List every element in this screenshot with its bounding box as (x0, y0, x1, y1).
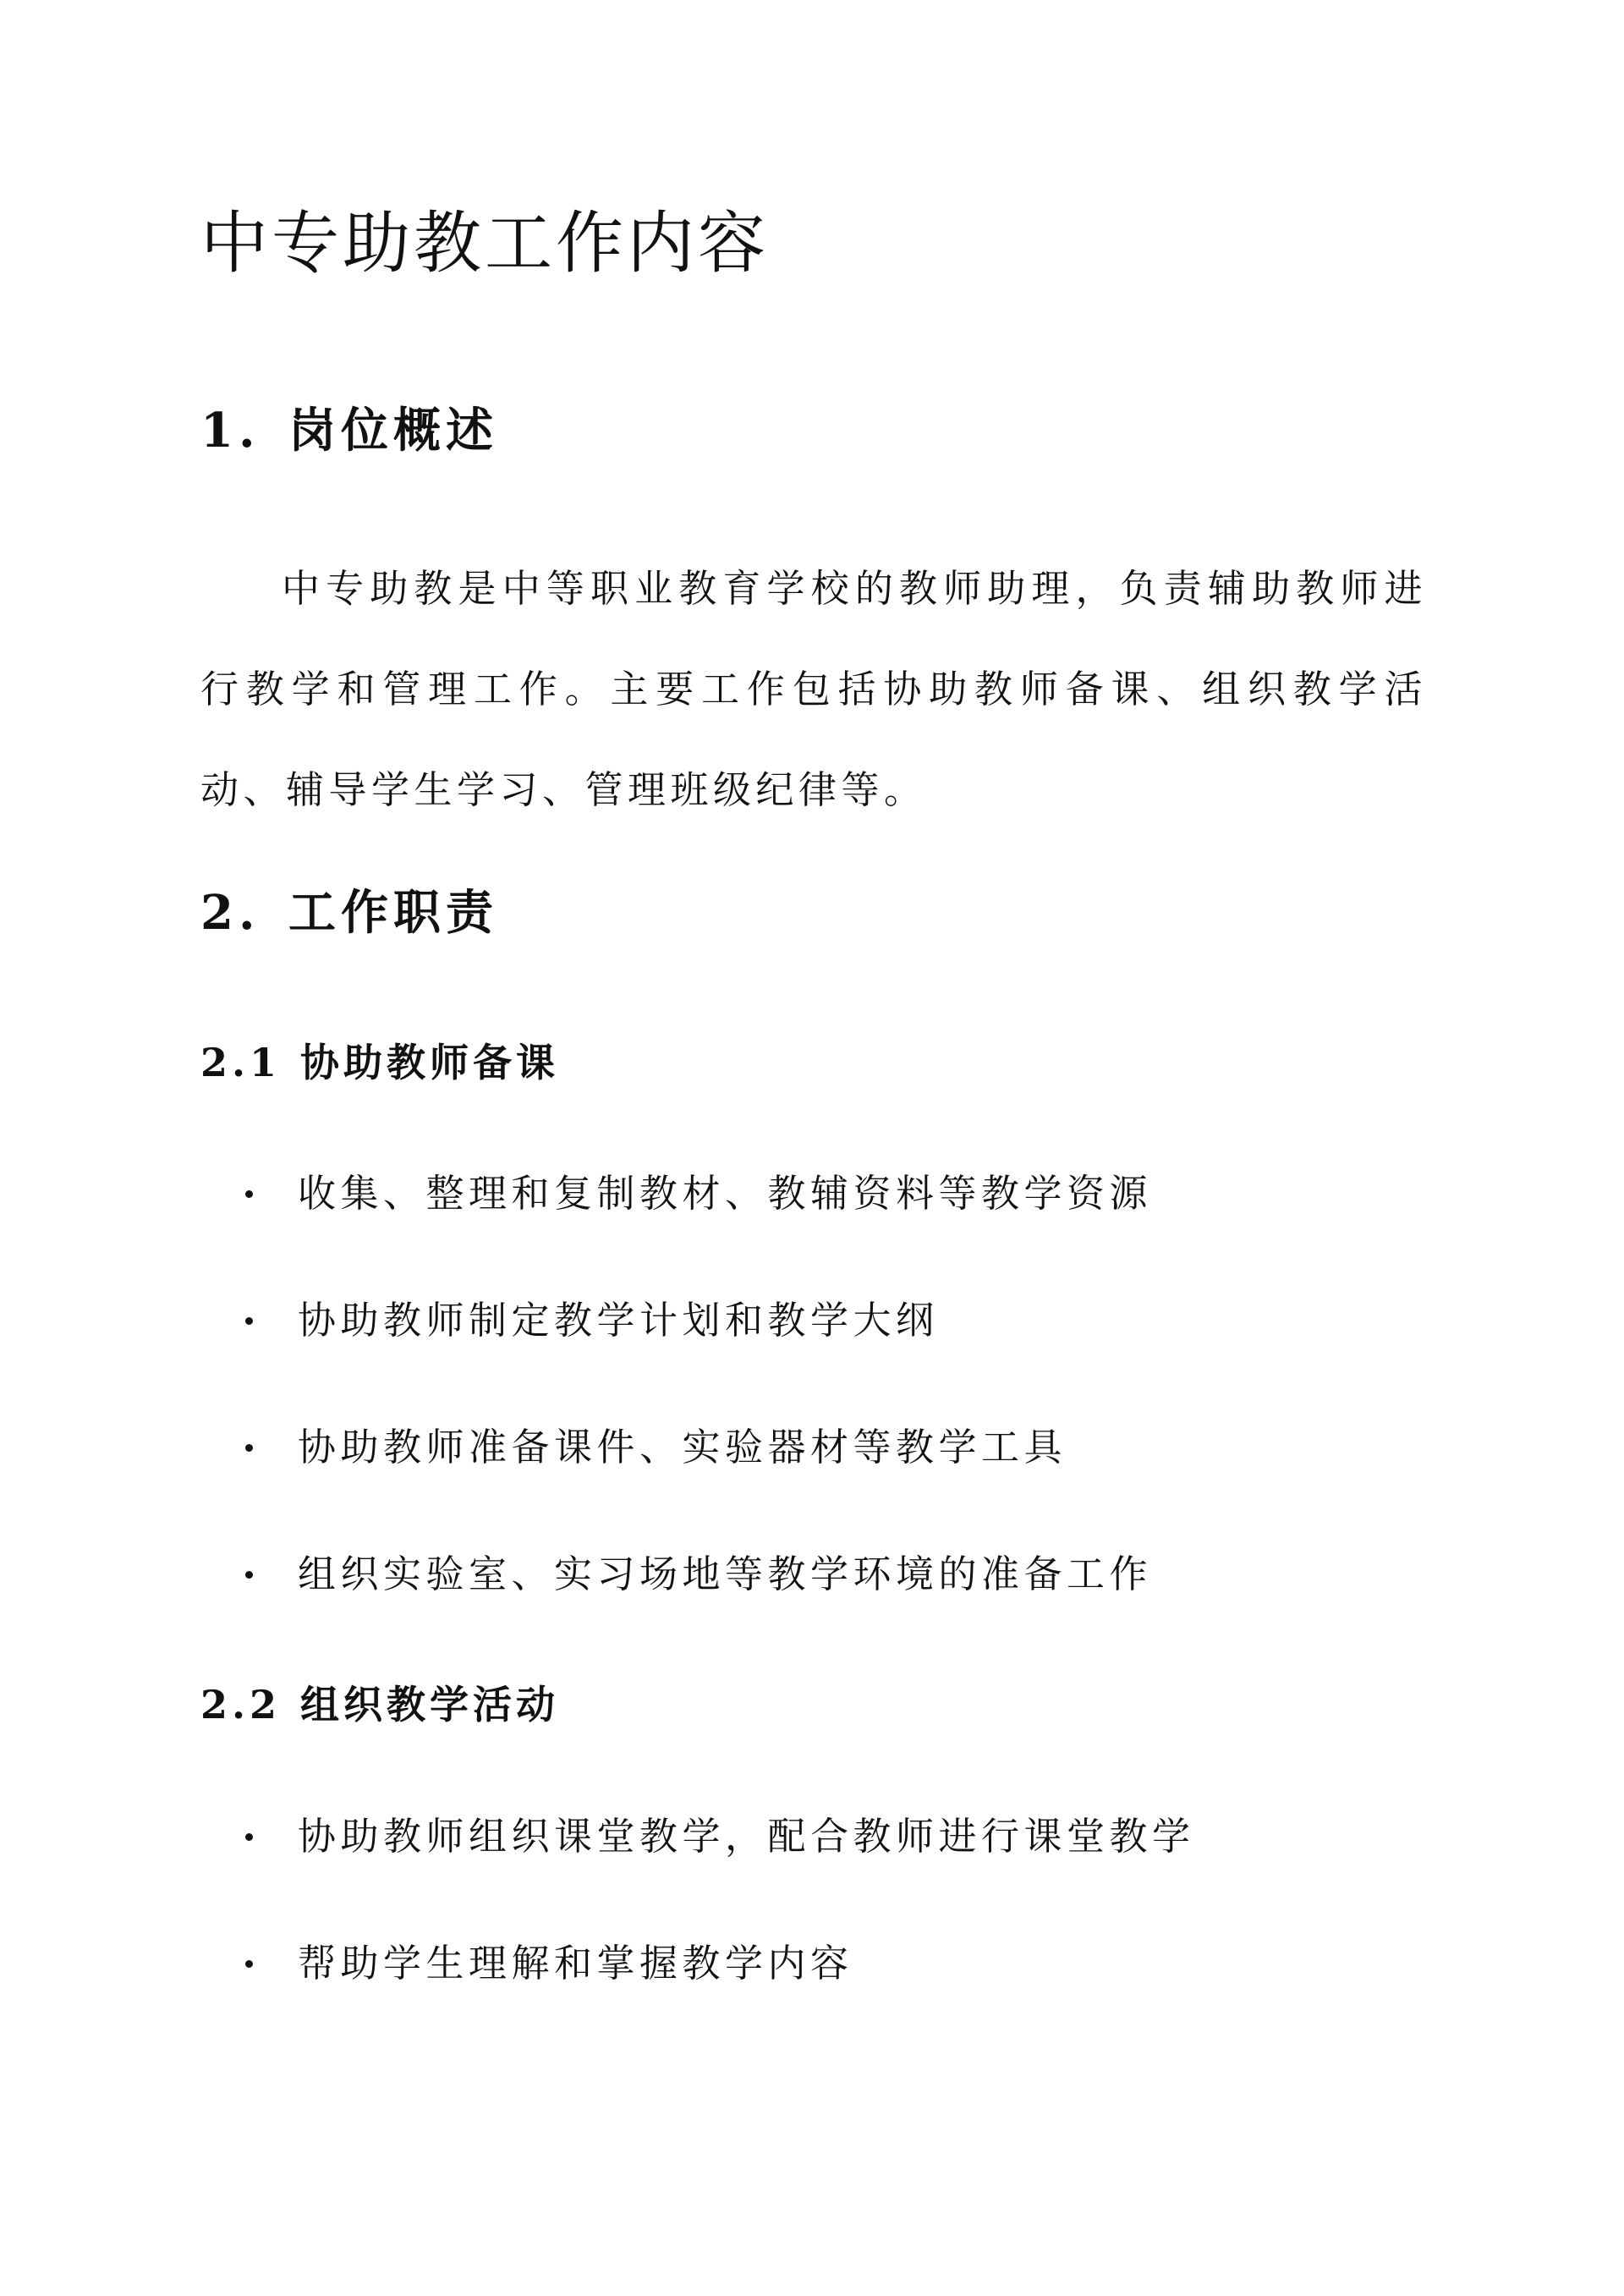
list-item-text: 收集、整理和复制教材、教辅资料等教学资源 (298, 1171, 1153, 1216)
list-item (245, 1549, 1152, 1600)
subsection-title: 协助教师备课 (300, 1040, 559, 1085)
list-item-text: 组织实验室、实习场地等教学环境的准备工作 (298, 1552, 1153, 1596)
section-title: 岗位概述 (288, 403, 498, 459)
subsection-number: 2.1 (200, 1040, 282, 1085)
list-item (245, 1295, 939, 1346)
section-heading-1 (200, 401, 498, 460)
section-title: 工作职责 (288, 885, 498, 941)
bullet-icon (245, 1444, 253, 1452)
bullet-icon (245, 1960, 253, 1968)
list-item-text: 帮助学生理解和掌握教学内容 (298, 1941, 853, 1986)
list-item-text: 协助教师组织课堂教学，配合教师进行课堂教学 (298, 1814, 1195, 1859)
bullet-icon (245, 1571, 253, 1579)
section-number: 2. (200, 885, 261, 941)
list-item-text: 协助教师准备课件、实验器材等教学工具 (298, 1425, 1067, 1469)
list-item (245, 1811, 1195, 1862)
list-item (245, 1168, 1152, 1219)
bullet-icon (245, 1317, 253, 1325)
list-item (245, 1938, 853, 1989)
section-number: 1. (200, 403, 261, 459)
subsection-title: 组织教学活动 (300, 1682, 559, 1727)
list-item (245, 1422, 1067, 1473)
bullet-icon (245, 1833, 253, 1841)
document-title: 中专助教工作内容 (200, 204, 769, 283)
list-item-text: 协助教师制定教学计划和教学大纲 (298, 1298, 939, 1343)
subsection-number: 2.2 (200, 1682, 282, 1727)
section-1-paragraph: 中专助教是中等职业教育学校的教师助理，负责辅助教师进行教学和管理工作。主要工作包括协助教师备课、组织教学活动、辅导学生学习、管理班级纪律等。 (200, 566, 1427, 812)
subsection-heading-2-1 (200, 1037, 559, 1088)
bullet-icon (245, 1190, 253, 1198)
subsection-heading-2-2 (200, 1679, 559, 1730)
section-heading-2 (200, 883, 498, 942)
